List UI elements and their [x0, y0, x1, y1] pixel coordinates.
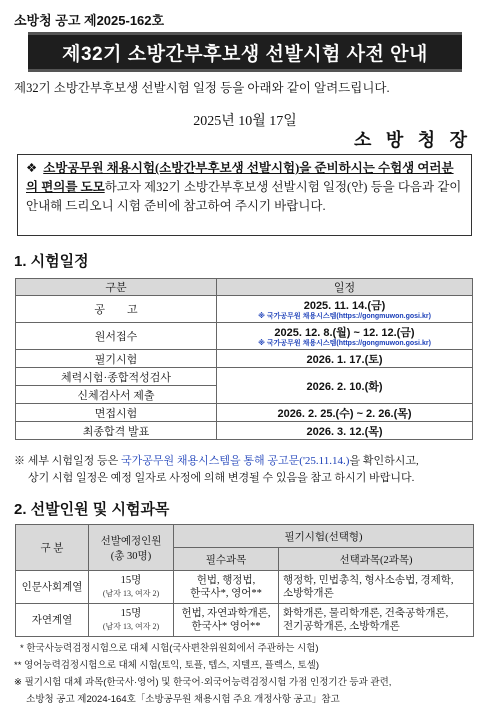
table-row	[16, 350, 473, 368]
row-quota: 15명 (남자 13, 여자 2)	[89, 604, 174, 637]
notice-box	[17, 154, 472, 236]
header-elective: 선택과목(2과목)	[279, 548, 474, 571]
row-value: 2026. 3. 12.(목)	[217, 422, 473, 440]
row-elective: 행정학, 민법총칙, 형사소송법, 경제학, 소방학개론	[279, 571, 474, 604]
intro-text: 제32기 소방간부후보생 선발시험 일정 등을 아래와 같이 알려드립니다.	[14, 81, 390, 95]
row-value: 2026. 2. 25.(수) ~ 2. 26.(목)	[217, 404, 473, 422]
header-category: 구분	[16, 279, 217, 296]
table-row	[16, 296, 473, 323]
page-title: 제32기 소방간부후보생 선발시험 사전 안내	[28, 32, 462, 72]
footnote-notice-2: 소방청 공고 제2024-164호「소방공무원 채용시험 주요 개정사항 공고」참고	[14, 694, 340, 705]
schedule-footnote: ※ 세부 시험일정 등은 국가공무원 채용시스템을 통해 공고문('25.11.14.)을 확인하시고, 상기 시험 일정은 예정 일자로 사정에 의해 변경될 수 있음을 참고 하시기 바랍니다.	[14, 455, 419, 484]
quota-table	[15, 524, 474, 637]
table-row	[16, 422, 473, 440]
table-row	[16, 571, 474, 604]
header-required: 필수과목	[174, 548, 279, 571]
schedule-table	[15, 278, 473, 440]
row-label: 필기시험	[16, 350, 217, 368]
row-value: 2025. 11. 14.(금) ※ 국가공무원 채용시스템(https://gongmuwon.gosi.kr)	[217, 296, 473, 323]
diamond-bullet-icon: ❖	[26, 161, 38, 175]
announcement-date: 2025년 10월 17일	[193, 114, 297, 129]
announcement-number: 소방청 공고 제2025-162호	[14, 13, 165, 28]
agency-name: 소 방 청 장	[353, 130, 472, 150]
row-category: 인문사회계열	[16, 571, 89, 604]
row-label: 원서접수	[16, 323, 217, 350]
row-elective: 화학개론, 물리학개론, 건축공학개론, 전기공학개론, 소방학개론	[279, 604, 474, 637]
header-schedule: 일정	[217, 279, 473, 296]
table-row	[16, 323, 473, 350]
footnote-english: ** 영어능력검정시험으로 대체 시험(토익, 토플, 텝스, 지텔프, 플렉스, 토셀)	[14, 660, 319, 671]
row-value: 2025. 12. 8.(월) ~ 12. 12.(금) ※ 국가공무원 채용시스템(https://gongmuwon.gosi.kr)	[217, 323, 473, 350]
notice-bold-text: 소방공무원 채용시험(소방간부후보생 선발시험)을 준비하시는 수험생 여러분의 편의를 도모	[26, 161, 454, 194]
row-value: 2026. 1. 17.(토)	[217, 350, 473, 368]
section-heading-schedule: 1. 시험일정	[14, 253, 89, 270]
table-row	[16, 404, 473, 422]
quota-footnotes	[14, 640, 391, 708]
row-label: 면접시험	[16, 404, 217, 422]
footnote-korean-history: * 한국사능력검정시험으로 대체 시험(국사편찬위원회에서 주관하는 시험)	[20, 643, 319, 654]
row-quota: 15명 (남자 13, 여자 2)	[89, 571, 174, 604]
table-row	[16, 368, 473, 386]
row-category: 자연계열	[16, 604, 89, 637]
system-note: ※ 국가공무원 채용시스템(https://gongmuwon.gosi.kr)	[258, 313, 431, 320]
header-category: 구 분	[16, 525, 89, 571]
header-written: 필기시험(선택형)	[174, 525, 474, 548]
header-quota: 선발예정인원 (총 30명)	[89, 525, 174, 571]
system-note: ※ 국가공무원 채용시스템(https://gongmuwon.gosi.kr)	[258, 340, 431, 347]
row-value: 2026. 2. 10.(화)	[217, 368, 473, 404]
footnote-link-text: 국가공무원 채용시스템을 통해 공고문('25.11.14.)	[121, 455, 350, 467]
row-label: 체력시험·종합적성검사	[16, 368, 217, 386]
table-row	[16, 604, 474, 637]
row-required: 헌법, 자연과학개론, 한국사* 영어**	[174, 604, 279, 637]
row-required: 헌법, 행정법, 한국사*, 영어**	[174, 571, 279, 604]
row-label: 최종합격 발표	[16, 422, 217, 440]
notice-text: 하고자 제32기 소방간부후보생 선발시험 일정(안) 등을 다음과 같이 안내해 드리오니 시험 준비에 참고하여 주시기 바랍니다.	[26, 180, 462, 213]
section-heading-quota: 2. 선발인원 및 시험과목	[14, 501, 170, 518]
row-label: 공 고	[16, 296, 217, 323]
row-label: 신체검사서 제출	[16, 386, 217, 404]
footnote-notice-1: ※ 필기시험 대체 과목(한국사·영어) 및 한국어·외국어능력검정시험 가점 인정기간 등과 관련,	[14, 677, 392, 688]
